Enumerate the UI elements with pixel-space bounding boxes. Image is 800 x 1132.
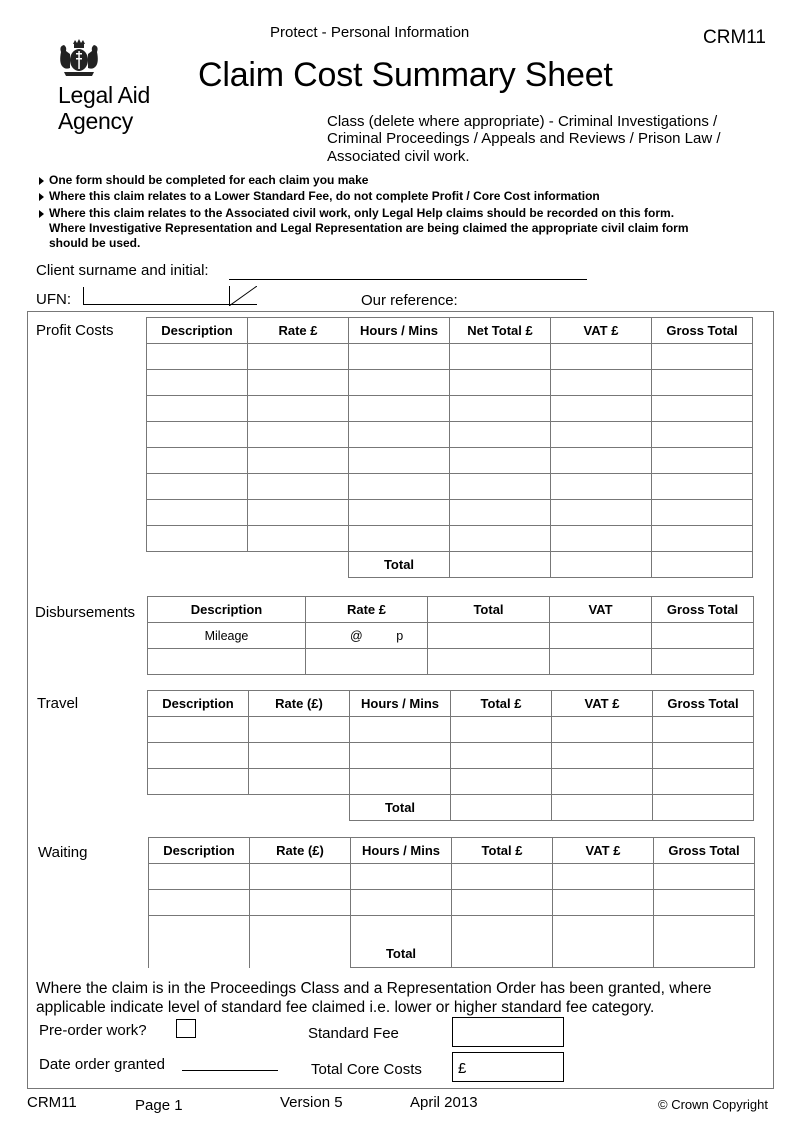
col-header: Rate (£) [249, 691, 350, 717]
table-cell[interactable] [349, 500, 450, 526]
table-cell[interactable] [249, 743, 350, 769]
pre-order-work-label: Pre-order work? [39, 1022, 147, 1039]
table-cell[interactable] [147, 500, 248, 526]
table-row [147, 370, 753, 396]
table-row [148, 623, 754, 649]
table-cell[interactable] [248, 422, 349, 448]
waiting-table [148, 837, 755, 968]
table-cell[interactable] [248, 474, 349, 500]
col-header: VAT [550, 597, 652, 623]
table-cell[interactable] [551, 422, 652, 448]
mileage-unit: p [396, 628, 404, 643]
col-header: Rate (£) [250, 838, 351, 864]
footer-page-number: Page 1 [135, 1097, 183, 1114]
table-cell[interactable] [349, 526, 450, 552]
vat-total-cell[interactable] [552, 795, 653, 821]
table-cell[interactable] [551, 500, 652, 526]
table-cell[interactable] [551, 474, 652, 500]
col-header: Hours / Mins [349, 318, 450, 344]
col-header: Net Total £ [450, 318, 551, 344]
mileage-label: Mileage [148, 623, 306, 649]
table-cell[interactable] [451, 769, 552, 795]
travel-label: Travel [37, 695, 79, 712]
table-row [149, 864, 755, 890]
ufn-slash [229, 286, 257, 306]
gross-total-cell[interactable] [652, 552, 753, 578]
col-header: VAT £ [551, 318, 652, 344]
table-header-row [149, 838, 755, 864]
table-row [147, 448, 753, 474]
table-cell[interactable] [652, 474, 753, 500]
col-header: Rate £ [306, 597, 428, 623]
table-cell[interactable] [551, 370, 652, 396]
table-cell[interactable] [552, 769, 653, 795]
table-cell[interactable] [147, 370, 248, 396]
date-order-granted-field[interactable] [182, 1070, 278, 1071]
table-cell[interactable] [149, 916, 250, 968]
table-cell[interactable] [428, 623, 550, 649]
form-code: CRM11 [703, 27, 766, 48]
standard-fee-label: Standard Fee [308, 1025, 399, 1042]
table-cell[interactable] [451, 743, 552, 769]
table-row [147, 344, 753, 370]
table-cell[interactable] [250, 890, 351, 916]
total-row [148, 795, 754, 821]
table-cell[interactable] [148, 743, 249, 769]
bullet-icon [39, 193, 44, 201]
col-header: Rate £ [248, 318, 349, 344]
table-cell[interactable] [248, 526, 349, 552]
net-total-cell[interactable] [450, 552, 551, 578]
spacer-cell [147, 552, 248, 578]
table-cell[interactable] [306, 649, 428, 675]
note-3-cont-2: should be used. [49, 236, 141, 250]
total-cell[interactable] [451, 795, 552, 821]
table-cell[interactable] [148, 717, 249, 743]
col-header: Gross Total [652, 597, 754, 623]
table-cell[interactable] [450, 344, 551, 370]
footer-version: Version 5 [280, 1094, 343, 1111]
total-row [149, 916, 755, 968]
col-header: Description [147, 318, 248, 344]
disbursements-label: Disbursements [35, 604, 136, 621]
table-cell[interactable] [552, 717, 653, 743]
waiting-label: Waiting [38, 844, 88, 861]
table-row [147, 474, 753, 500]
class-line-3: Associated civil work. [327, 148, 470, 165]
table-cell[interactable] [553, 864, 654, 890]
table-row [148, 743, 754, 769]
pre-order-work-checkbox[interactable] [176, 1019, 196, 1038]
table-row [148, 717, 754, 743]
note-2: Where this claim relates to a Lower Standard Fee, do not complete Profit / Core Cost information [49, 189, 600, 203]
ufn-label: UFN: [36, 291, 71, 308]
table-row [148, 769, 754, 795]
table-cell[interactable] [349, 396, 450, 422]
total-label [351, 916, 452, 968]
table-cell[interactable] [351, 864, 452, 890]
our-reference-label: Our reference: [361, 292, 458, 309]
table-cell[interactable] [653, 743, 754, 769]
proceedings-note-line2: applicable indicate level of standard fee claimed i.e. lower or higher standard fee category. [36, 999, 655, 1016]
table-cell[interactable] [652, 526, 753, 552]
col-header: Gross Total [653, 691, 754, 717]
bullet-icon [39, 177, 44, 185]
table-cell[interactable] [248, 370, 349, 396]
table-cell[interactable] [652, 649, 754, 675]
table-cell[interactable] [450, 526, 551, 552]
col-header: Hours / Mins [350, 691, 451, 717]
table-cell[interactable] [349, 474, 450, 500]
disbursements-table [147, 596, 754, 675]
table-cell[interactable] [148, 769, 249, 795]
table-cell[interactable] [147, 526, 248, 552]
table-row [148, 649, 754, 675]
col-header: Description [148, 691, 249, 717]
class-line-2: Criminal Proceedings / Appeals and Reviews / Prison Law / [327, 130, 721, 147]
table-cell[interactable] [149, 890, 250, 916]
table-cell[interactable] [350, 717, 451, 743]
currency-symbol: £ [458, 1060, 467, 1077]
col-header: Total [428, 597, 550, 623]
table-row [149, 890, 755, 916]
spacer-cell [249, 795, 350, 821]
table-cell[interactable] [349, 422, 450, 448]
table-cell[interactable] [148, 649, 306, 675]
note-3: Where this claim relates to the Associated civil work, only Legal Help claims should be recorded on this form. [49, 206, 675, 220]
table-header-row [148, 597, 754, 623]
table-cell[interactable] [350, 769, 451, 795]
col-header: Description [149, 838, 250, 864]
royal-crest-icon [56, 38, 102, 78]
table-cell[interactable] [250, 916, 351, 968]
gross-total-cell[interactable] [653, 795, 754, 821]
table-cell[interactable] [652, 396, 753, 422]
profit-costs-table [146, 317, 753, 578]
table-cell[interactable] [450, 422, 551, 448]
col-header: VAT £ [553, 838, 654, 864]
total-core-costs-label: Total Core Costs [311, 1061, 422, 1078]
table-cell[interactable] [551, 448, 652, 474]
table-cell[interactable] [149, 864, 250, 890]
table-cell[interactable] [451, 717, 552, 743]
table-cell[interactable] [147, 344, 248, 370]
table-cell[interactable] [550, 623, 652, 649]
vat-total-cell[interactable] [553, 916, 654, 968]
mileage-rate-cell[interactable] [306, 623, 428, 649]
standard-fee-field[interactable] [452, 1017, 564, 1047]
client-surname-field[interactable] [229, 279, 587, 280]
table-cell[interactable] [350, 743, 451, 769]
table-cell[interactable] [652, 370, 753, 396]
footer-copyright: © Crown Copyright [658, 1097, 769, 1112]
table-cell[interactable] [551, 526, 652, 552]
agency-name-line1: Legal Aid [58, 82, 150, 108]
table-cell[interactable] [653, 717, 754, 743]
footer-form-code: CRM11 [27, 1094, 77, 1111]
table-row [147, 526, 753, 552]
total-label: Total [349, 552, 450, 578]
page-title: Claim Cost Summary Sheet [198, 56, 613, 94]
profit-costs-label: Profit Costs [36, 322, 114, 339]
table-cell[interactable] [147, 474, 248, 500]
table-cell[interactable] [652, 500, 753, 526]
col-header: Hours / Mins [351, 838, 452, 864]
table-cell[interactable] [349, 448, 450, 474]
table-cell[interactable] [654, 890, 755, 916]
table-cell[interactable] [552, 743, 653, 769]
table-cell[interactable] [248, 344, 349, 370]
table-cell[interactable] [249, 769, 350, 795]
table-cell[interactable] [653, 769, 754, 795]
col-header: Total £ [452, 838, 553, 864]
table-header-row [147, 318, 753, 344]
bullet-icon [39, 210, 44, 218]
total-label: Total [350, 795, 451, 821]
total-core-costs-field[interactable] [452, 1052, 564, 1082]
table-cell[interactable] [349, 370, 450, 396]
class-line-1: Class (delete where appropriate) - Criminal Investigations / [327, 113, 718, 130]
total-cell[interactable] [452, 916, 553, 968]
col-header: Total £ [451, 691, 552, 717]
total-text: Total [385, 946, 417, 961]
table-cell[interactable] [250, 864, 351, 890]
col-header: Gross Total [652, 318, 753, 344]
table-cell[interactable] [248, 448, 349, 474]
col-header: Description [148, 597, 306, 623]
table-cell[interactable] [450, 396, 551, 422]
table-cell[interactable] [652, 344, 753, 370]
col-header: Gross Total [654, 838, 755, 864]
table-cell[interactable] [450, 500, 551, 526]
table-cell[interactable] [551, 344, 652, 370]
proceedings-note-line1: Where the claim is in the Proceedings Class and a Representation Order has been granted, where [36, 980, 712, 997]
table-row [147, 396, 753, 422]
spacer-cell [248, 552, 349, 578]
table-cell[interactable] [652, 448, 753, 474]
table-cell[interactable] [147, 448, 248, 474]
travel-table [147, 690, 754, 821]
date-order-granted-label: Date order granted [39, 1056, 165, 1073]
table-cell[interactable] [147, 396, 248, 422]
table-cell[interactable] [452, 864, 553, 890]
table-cell[interactable] [652, 422, 753, 448]
agency-name-line2: Agency [58, 108, 133, 134]
note-3-cont-1: Where Investigative Representation and Legal Representation are being claimed the appropriate civil claim form [49, 221, 689, 235]
table-cell[interactable] [450, 370, 551, 396]
table-cell[interactable] [428, 649, 550, 675]
table-cell[interactable] [450, 448, 551, 474]
footer-date: April 2013 [410, 1094, 478, 1111]
table-cell[interactable] [349, 344, 450, 370]
vat-total-cell[interactable] [551, 552, 652, 578]
table-row [147, 422, 753, 448]
table-cell[interactable] [249, 717, 350, 743]
table-row [147, 500, 753, 526]
table-header-row [148, 691, 754, 717]
table-cell[interactable] [652, 623, 754, 649]
table-cell[interactable] [248, 500, 349, 526]
table-cell[interactable] [654, 864, 755, 890]
client-surname-label: Client surname and initial: [36, 262, 209, 279]
table-cell[interactable] [550, 649, 652, 675]
table-cell[interactable] [553, 890, 654, 916]
table-cell[interactable] [452, 890, 553, 916]
table-cell[interactable] [351, 890, 452, 916]
col-header: VAT £ [552, 691, 653, 717]
mileage-at: @ [350, 628, 363, 643]
protective-marking: Protect - Personal Information [270, 24, 470, 41]
gross-total-cell[interactable] [654, 916, 755, 968]
table-cell[interactable] [248, 396, 349, 422]
total-row [147, 552, 753, 578]
spacer-cell [148, 795, 249, 821]
table-cell[interactable] [147, 422, 248, 448]
table-cell[interactable] [551, 396, 652, 422]
note-1: One form should be completed for each claim you make [49, 173, 369, 187]
table-cell[interactable] [450, 474, 551, 500]
